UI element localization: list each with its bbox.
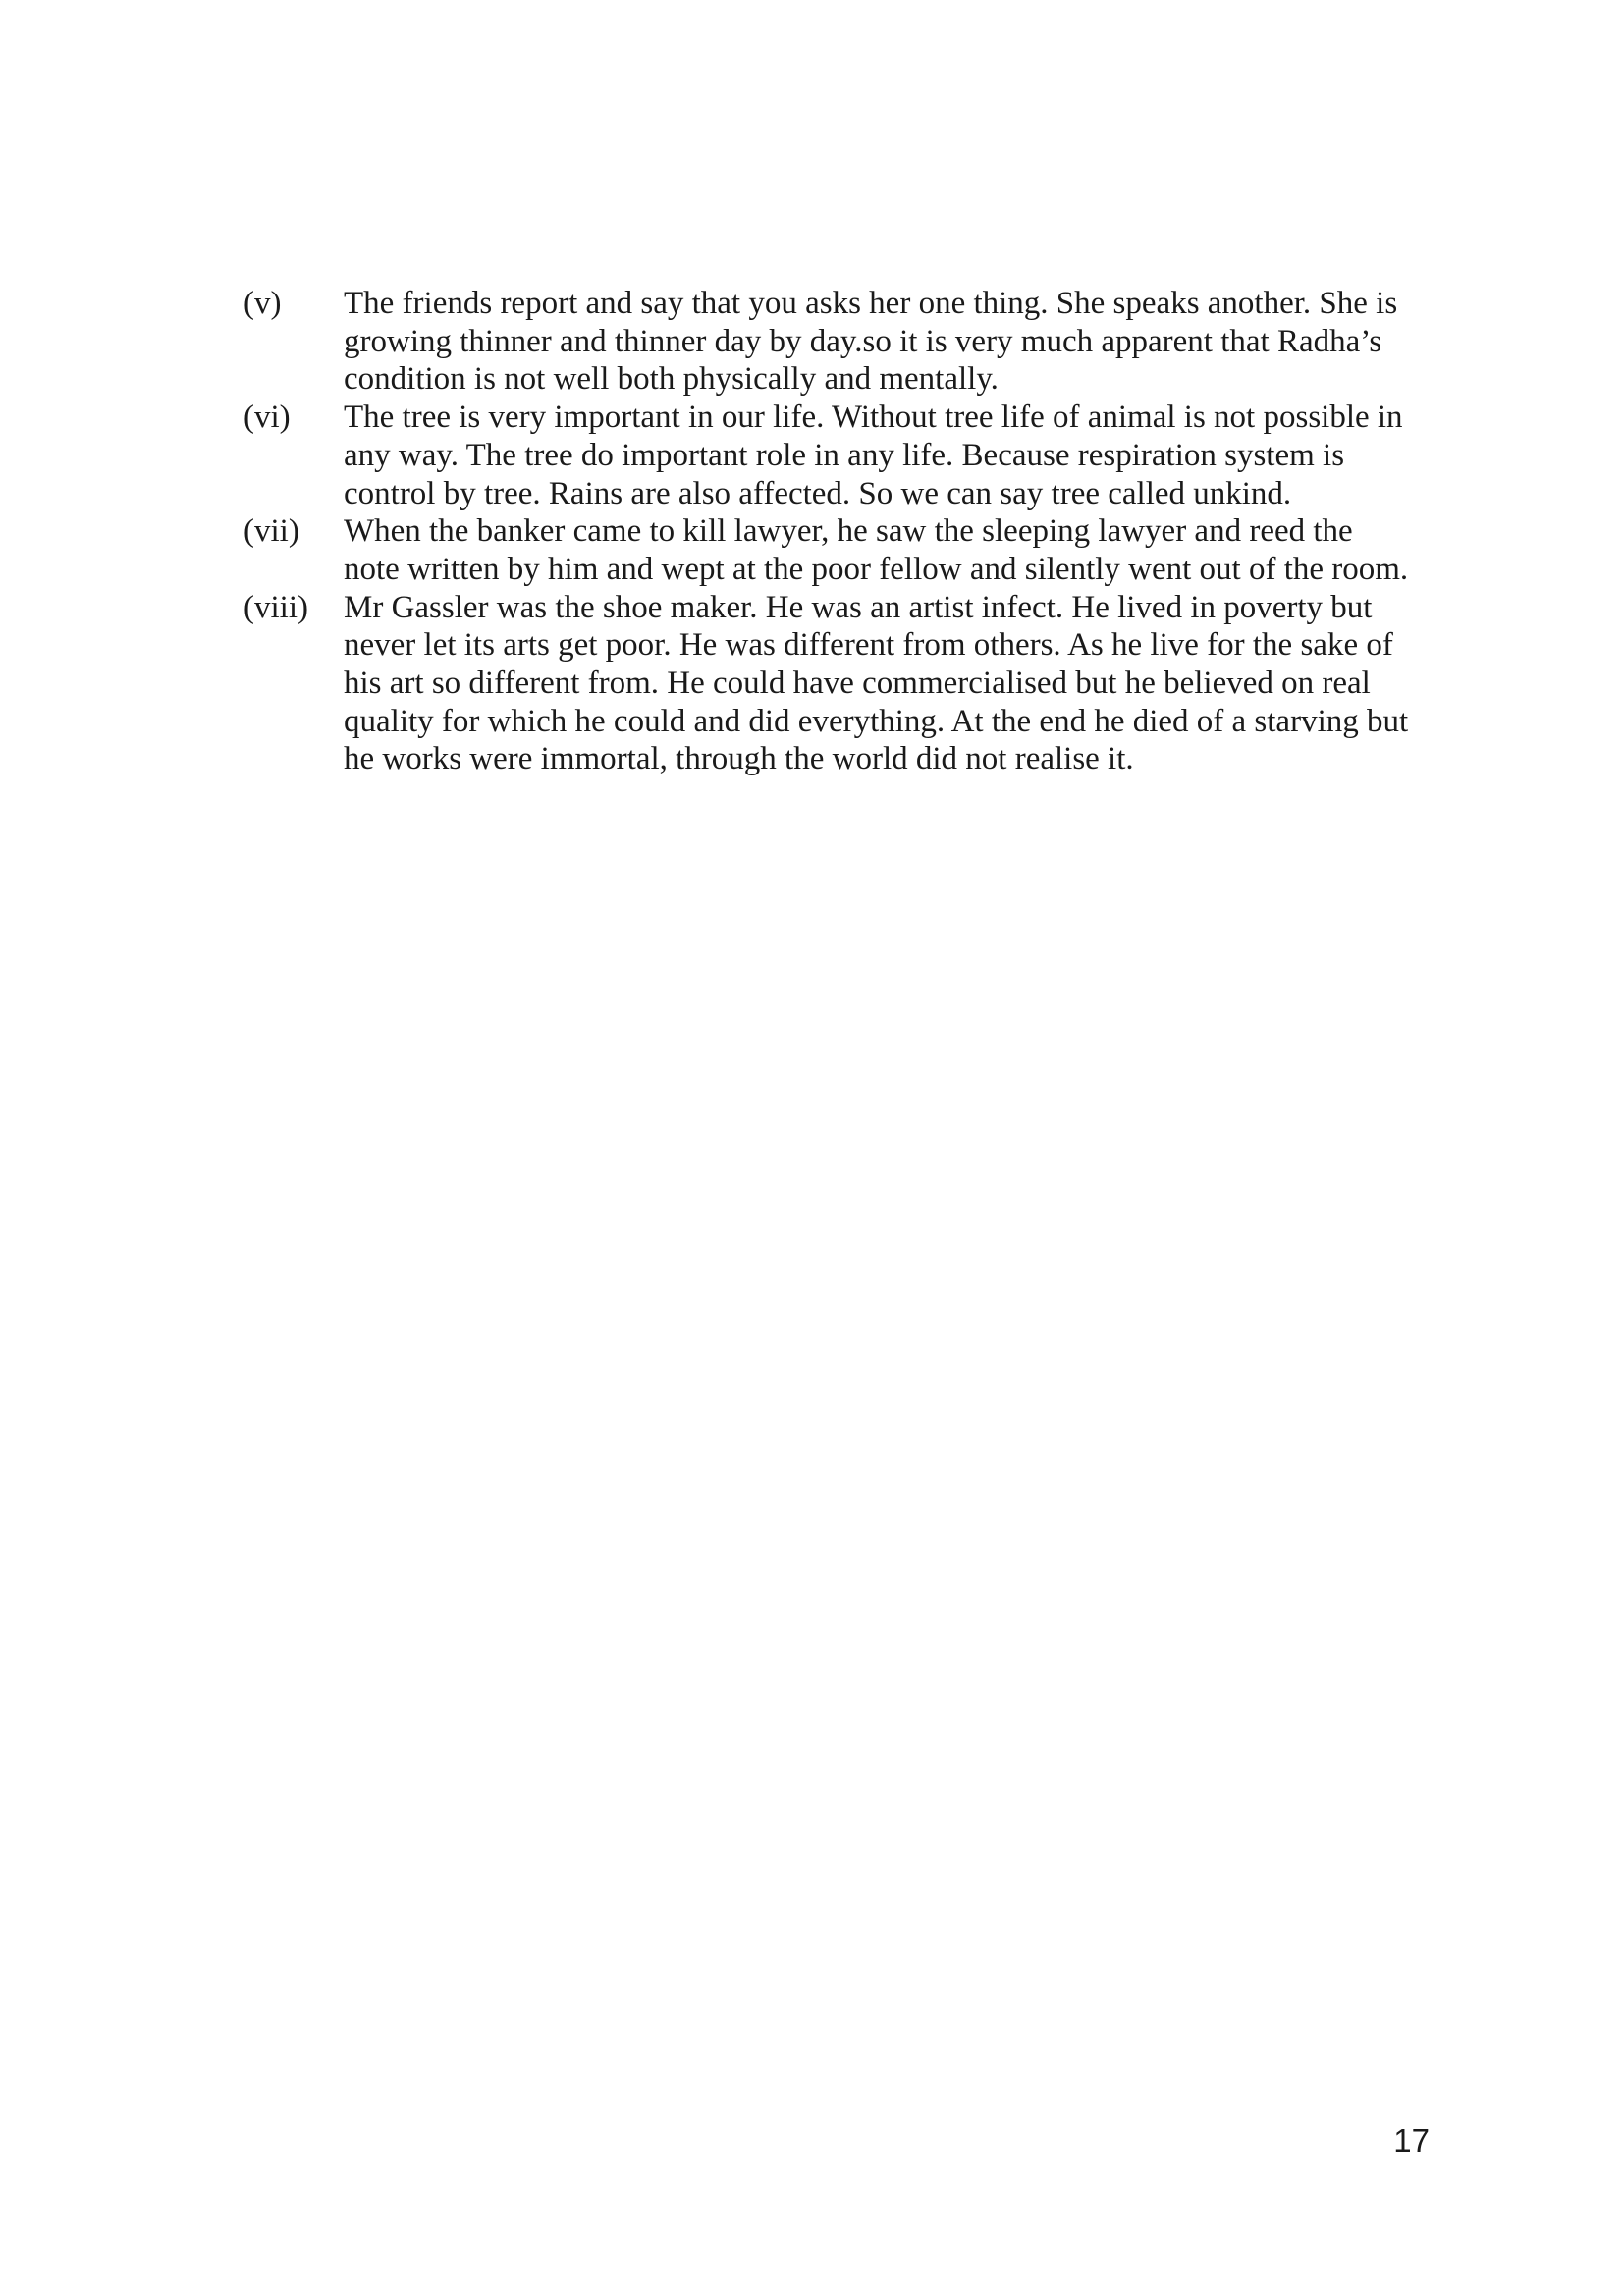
item-text [344, 399, 1451, 512]
text-line: note written by him and wept at the poor fellow and silently went out of the room. [344, 551, 1409, 587]
item-marker: (viii) [244, 589, 308, 625]
page-number: 17 [1393, 2122, 1430, 2159]
item-marker: (vii) [244, 513, 299, 550]
text-line: quality for which he could and did everything. At the end he died of a starving but [344, 703, 1409, 739]
list-item-v [244, 285, 1451, 399]
text-line: growing thinner and thinner day by day.so it is very much apparent that Radha’s [344, 323, 1382, 359]
item-text [344, 285, 1451, 399]
answer-list [244, 285, 1451, 778]
text-line: When the banker came to kill lawyer, he saw the sleeping lawyer and reed the [344, 513, 1353, 550]
item-marker: (v) [244, 286, 282, 321]
text-line: any way. The tree do important role in any life. Because respiration system is [344, 437, 1345, 473]
item-text [344, 512, 1451, 588]
text-line: The tree is very important in our life. Without tree life of animal is not possible in [344, 400, 1403, 436]
text-line: condition is not well both physically and mentally. [344, 361, 999, 398]
item-marker: (vi) [244, 400, 291, 436]
text-line: never let its arts get poor. He was different from others. As he live for the sake of [344, 627, 1393, 664]
text-line: The friends report and say that you asks her one thing. She speaks another. She is [344, 286, 1398, 321]
text-line: Mr Gassler was the shoe maker. He was an artist infect. He lived in poverty but [344, 589, 1373, 625]
text-line: his art so different from. He could have commercialised but he believed on real [344, 666, 1371, 702]
list-item-vi [244, 399, 1451, 512]
text-line: he works were immortal, through the world did not realise it. [344, 741, 1134, 777]
text-line: control by tree. Rains are also affected. So we can say tree called unkind. [344, 475, 1292, 511]
list-item-viii [244, 589, 1451, 779]
item-text [344, 589, 1451, 779]
list-item-vii [244, 512, 1451, 588]
